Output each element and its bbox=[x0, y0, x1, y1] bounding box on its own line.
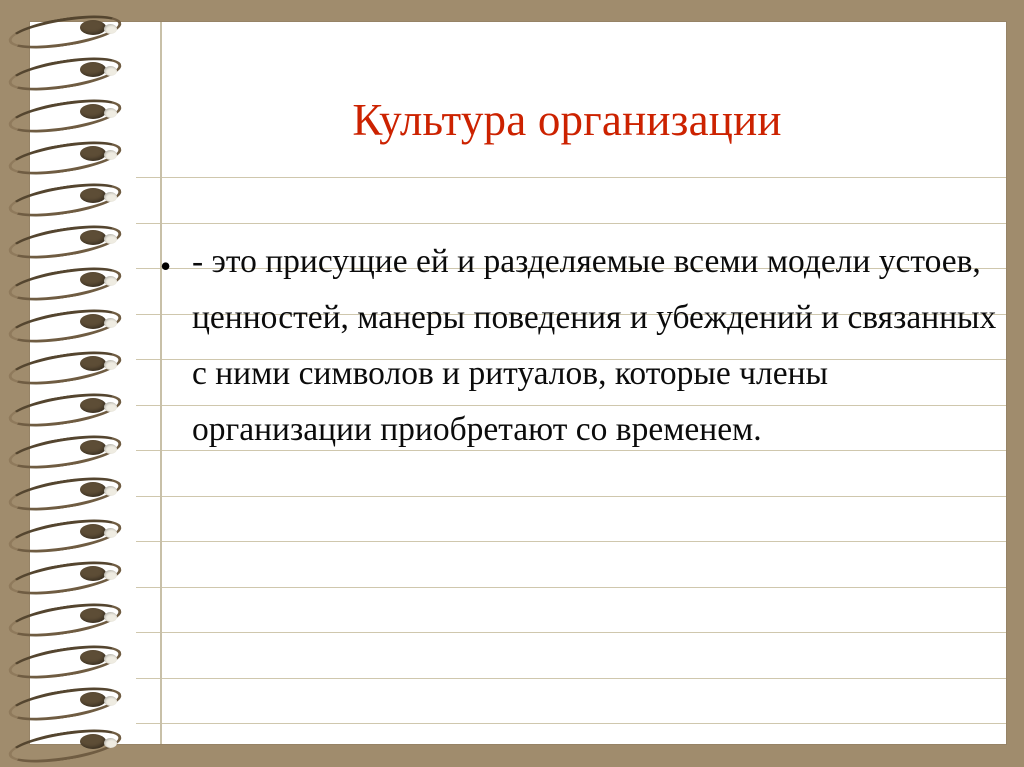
bullet-point-icon: • bbox=[160, 248, 172, 284]
spiral-hole bbox=[104, 276, 117, 286]
spiral-hole bbox=[104, 318, 117, 328]
spiral-bead bbox=[80, 524, 106, 539]
spiral-coil bbox=[8, 60, 116, 86]
spiral-coil bbox=[8, 480, 116, 506]
spiral-bead bbox=[80, 692, 106, 707]
spiral-coil bbox=[8, 648, 116, 674]
spiral-hole bbox=[104, 24, 117, 34]
spiral-hole bbox=[104, 234, 117, 244]
spiral-bead bbox=[80, 230, 106, 245]
spiral-bead bbox=[80, 734, 106, 749]
spiral-bead bbox=[80, 650, 106, 665]
slide-content bbox=[132, 22, 1002, 744]
spiral-hole bbox=[104, 66, 117, 76]
spiral-bead bbox=[80, 62, 106, 77]
spiral-coil bbox=[8, 354, 116, 380]
spiral-bead bbox=[80, 608, 106, 623]
spiral-bead bbox=[80, 20, 106, 35]
spiral-bead bbox=[80, 566, 106, 581]
spiral-hole bbox=[104, 612, 117, 622]
spiral-hole bbox=[104, 108, 117, 118]
spiral-coil bbox=[8, 732, 116, 758]
spiral-coil bbox=[8, 18, 116, 44]
spiral-hole bbox=[104, 192, 117, 202]
spiral-coil bbox=[8, 312, 116, 338]
page-title: Культура организации bbox=[352, 95, 782, 145]
spiral-bead bbox=[80, 356, 106, 371]
spiral-coil bbox=[8, 102, 116, 128]
spiral-hole bbox=[104, 696, 117, 706]
spiral-coil bbox=[8, 606, 116, 632]
spiral-hole bbox=[104, 528, 117, 538]
spiral-coil bbox=[8, 270, 116, 296]
spiral-coil bbox=[8, 396, 116, 422]
spiral-coil bbox=[8, 186, 116, 212]
spiral-hole bbox=[104, 486, 117, 496]
spiral-hole bbox=[104, 570, 117, 580]
spiral-hole bbox=[104, 360, 117, 370]
spiral-bead bbox=[80, 398, 106, 413]
bullet-text: - это присущие ей и разделяемые всеми модели устоев, ценностей, манеры поведения и убеждений и связанных с ними символов и ритуалов, которые члены организации приобретают со временем. bbox=[192, 243, 997, 448]
spiral-coil bbox=[8, 144, 116, 170]
spiral-bead bbox=[80, 440, 106, 455]
spiral-bead bbox=[80, 272, 106, 287]
spiral-hole bbox=[104, 444, 117, 454]
spiral-coil bbox=[8, 438, 116, 464]
spiral-coil bbox=[8, 690, 116, 716]
spiral-bead bbox=[80, 482, 106, 497]
spiral-bead bbox=[80, 314, 106, 329]
spiral-hole bbox=[104, 150, 117, 160]
list-item bbox=[160, 234, 1000, 458]
spiral-bead bbox=[80, 146, 106, 161]
spiral-bead bbox=[80, 104, 106, 119]
spiral-coil bbox=[8, 522, 116, 548]
spiral-coil bbox=[8, 564, 116, 590]
spiral-hole bbox=[104, 738, 117, 748]
spiral-binding bbox=[0, 0, 132, 767]
spiral-bead bbox=[80, 188, 106, 203]
spiral-hole bbox=[104, 402, 117, 412]
spiral-coil bbox=[8, 228, 116, 254]
spiral-hole bbox=[104, 654, 117, 664]
